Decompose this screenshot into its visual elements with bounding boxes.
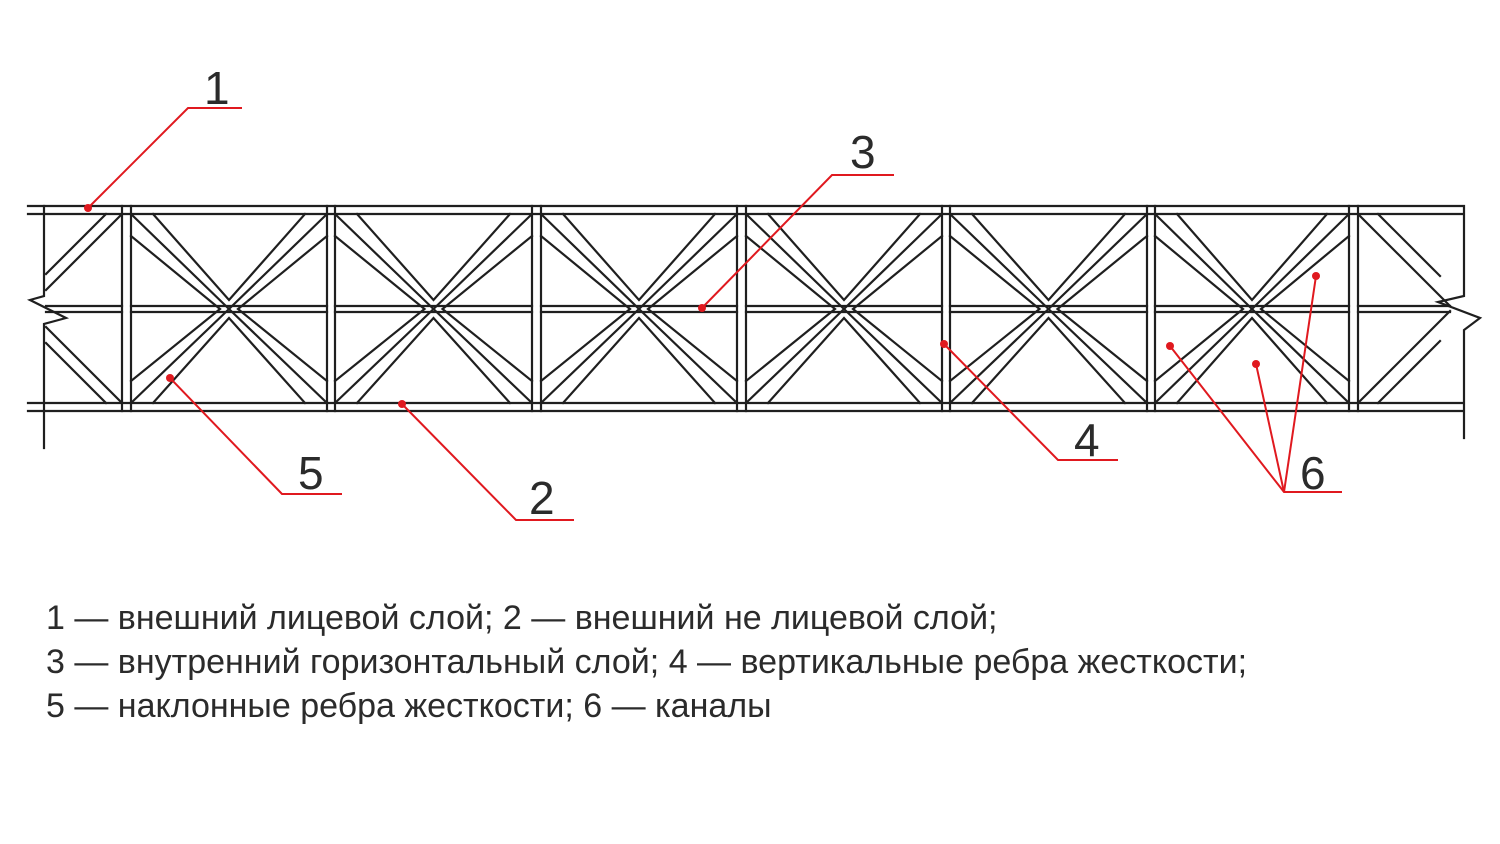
legend-line-1: 1 — внешний лицевой слой; 2 — внешний не лицевой слой; [46,599,998,637]
inclined-rib-edge-right-b [1378,214,1440,276]
inclined-rib-4-a [746,214,844,309]
callout-dot-6b [1252,360,1260,368]
callout-leader-1 [88,108,242,208]
callout-dot-5 [166,374,174,382]
inclined-rib-edge-right-a [1358,214,1450,306]
inclined-rib-5-d [1049,309,1148,403]
inclined-rib-6-a [1155,214,1252,309]
inclined-rib-3-a [541,214,639,309]
inclined-rib-6-b [1252,214,1349,309]
callout-label-6: 6 [1300,447,1326,499]
inclined-rib-edge-left-c [46,327,122,403]
inclined-rib-1-a [131,214,229,309]
callout-dot-3 [698,304,706,312]
inclined-rib-edge-right-c [1358,311,1450,403]
callout-dot-1 [84,204,92,212]
inclined-rib-edge-left-d [46,343,106,403]
inclined-rib-edge-left-b [46,214,106,274]
inclined-rib-1-d [229,309,327,403]
callout-dot-6c [1312,272,1320,280]
inclined-rib-4-c [746,309,844,403]
callout-label-4: 4 [1074,414,1100,466]
inclined-rib-3-b [639,214,737,309]
inclined-rib-4-d [844,309,942,403]
legend-line-2: 3 — внутренний горизонтальный слой; 4 — вертикальные ребра жесткости; [46,643,1248,681]
panel-structure [28,206,1480,448]
callout-label-1: 1 [204,62,230,114]
inclined-rib-2-a [335,214,434,309]
inclined-rib-3-c [541,309,639,403]
callout-label-2: 2 [529,472,555,524]
inclined-rib-edge-right-d [1378,341,1440,403]
legend [46,596,1466,728]
inclined-rib-5-a [950,214,1049,309]
inclined-rib-2-c [335,309,434,403]
inclined-rib-5-b [1049,214,1148,309]
callout-labels [204,62,1326,524]
legend-line-3: 5 — наклонные ребра жесткости; 6 — каналы [46,687,772,725]
inclined-rib-2-b [434,214,533,309]
inclined-rib-5-c [950,309,1049,403]
inclined-rib-4-b [844,214,942,309]
callout-dot-2 [398,400,406,408]
inclined-rib-6-d [1252,309,1349,403]
inclined-rib-edge-left-a [46,214,122,290]
inclined-rib-3-d [639,309,737,403]
callout-dot-4 [940,340,948,348]
callout-label-3: 3 [850,126,876,178]
inclined-rib-2-d [434,309,533,403]
callout-dot-6a [1166,342,1174,350]
inclined-rib-1-b [229,214,327,309]
callout-label-5: 5 [298,447,324,499]
